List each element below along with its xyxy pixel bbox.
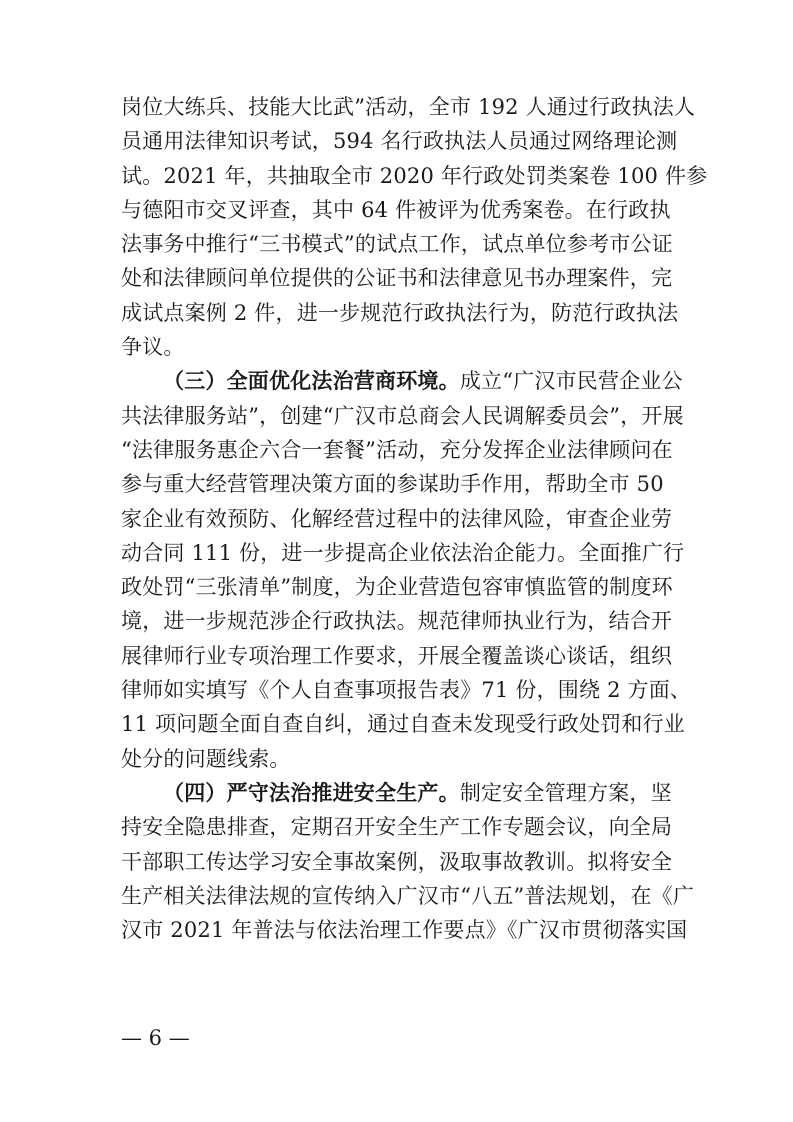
text-line: 政处罚“三张清单”制度，为企业营造包容审慎监管的制度环 xyxy=(121,575,673,600)
text-line: 展律师行业专项治理工作要求，开展全覆盖谈心谈话，组织 xyxy=(121,643,673,668)
text-line: 律师如实填写《个人自查事项报告表》71 份，围绕 2 方面、 xyxy=(121,678,692,703)
document-body xyxy=(121,90,708,947)
section-3-heading: （三）全面优化法治营商环境。 xyxy=(163,369,460,394)
text-line: 11 项问题全面自查自纠，通过自查未发现受行政处罚和行业 xyxy=(121,712,685,737)
section-4-first-line xyxy=(121,776,681,810)
text-line: 境，进一步规范涉企行政执法。规范律师执业行为，结合开 xyxy=(121,609,673,634)
text-line: 处和法律顾问单位提供的公证书和法律意见书办理案件，完 xyxy=(121,266,673,291)
text-line: 共法律服务站”，创建“广汉市总商会人民调解委员会”，开展 xyxy=(121,403,684,428)
text-line: 动合同 111 份，进一步提高企业依法治企能力。全面推广行 xyxy=(121,540,685,565)
page-number: — 6 — xyxy=(121,1026,190,1050)
text-line: 争议。 xyxy=(121,335,185,360)
section-3-text: 成立“广汉市民营企业公 xyxy=(459,369,683,394)
section-4-text: 制定安全管理方案，坚 xyxy=(459,780,672,805)
text-line: 成试点案例 2 件，进一步规范行政执法行为，防范行政执法 xyxy=(121,300,679,325)
text-line: 参与重大经营管理决策方面的参谋助手作用，帮助全市 50 xyxy=(121,472,664,497)
text-line: 岗位大练兵、技能大比武”活动，全市 192 人通过行政执法人 xyxy=(121,95,696,119)
section-3-first-line xyxy=(121,364,681,398)
text-line: 家企业有效预防、化解经营过程中的法律风险，审查企业劳 xyxy=(121,506,673,531)
text-line: 生产相关法律法规的宣传纳入广汉市“八五”普法规划，在《广 xyxy=(121,883,695,908)
section-4-heading: （四）严守法治推进安全生产。 xyxy=(163,780,460,805)
text-line: “法律服务惠企六合一套餐”活动，充分发挥企业法律顾问在 xyxy=(121,437,673,462)
text-line: 与德阳市交叉评查，其中 64 件被评为优秀案卷。在行政执 xyxy=(121,197,671,222)
text-line: 干部职工传达学习安全事故案例，汲取事故教训。拟将安全 xyxy=(121,849,673,874)
text-line: 试。2021 年，共抽取全市 2020 年行政处罚类案卷 100 件参 xyxy=(121,163,708,188)
text-line: 法事务中推行“三书模式”的试点工作，试点单位参考市公证 xyxy=(121,232,673,257)
text-line: 员通用法律知识考试，594 名行政执法人员通过网络理论测 xyxy=(121,129,678,154)
text-line: 汉市 2021 年普法与依法治理工作要点》《广汉市贯彻落实国 xyxy=(121,918,688,943)
text-line: 持安全隐患排查，定期召开安全生产工作专题会议，向全局 xyxy=(121,815,673,840)
text-line: 处分的问题线索。 xyxy=(121,746,291,771)
